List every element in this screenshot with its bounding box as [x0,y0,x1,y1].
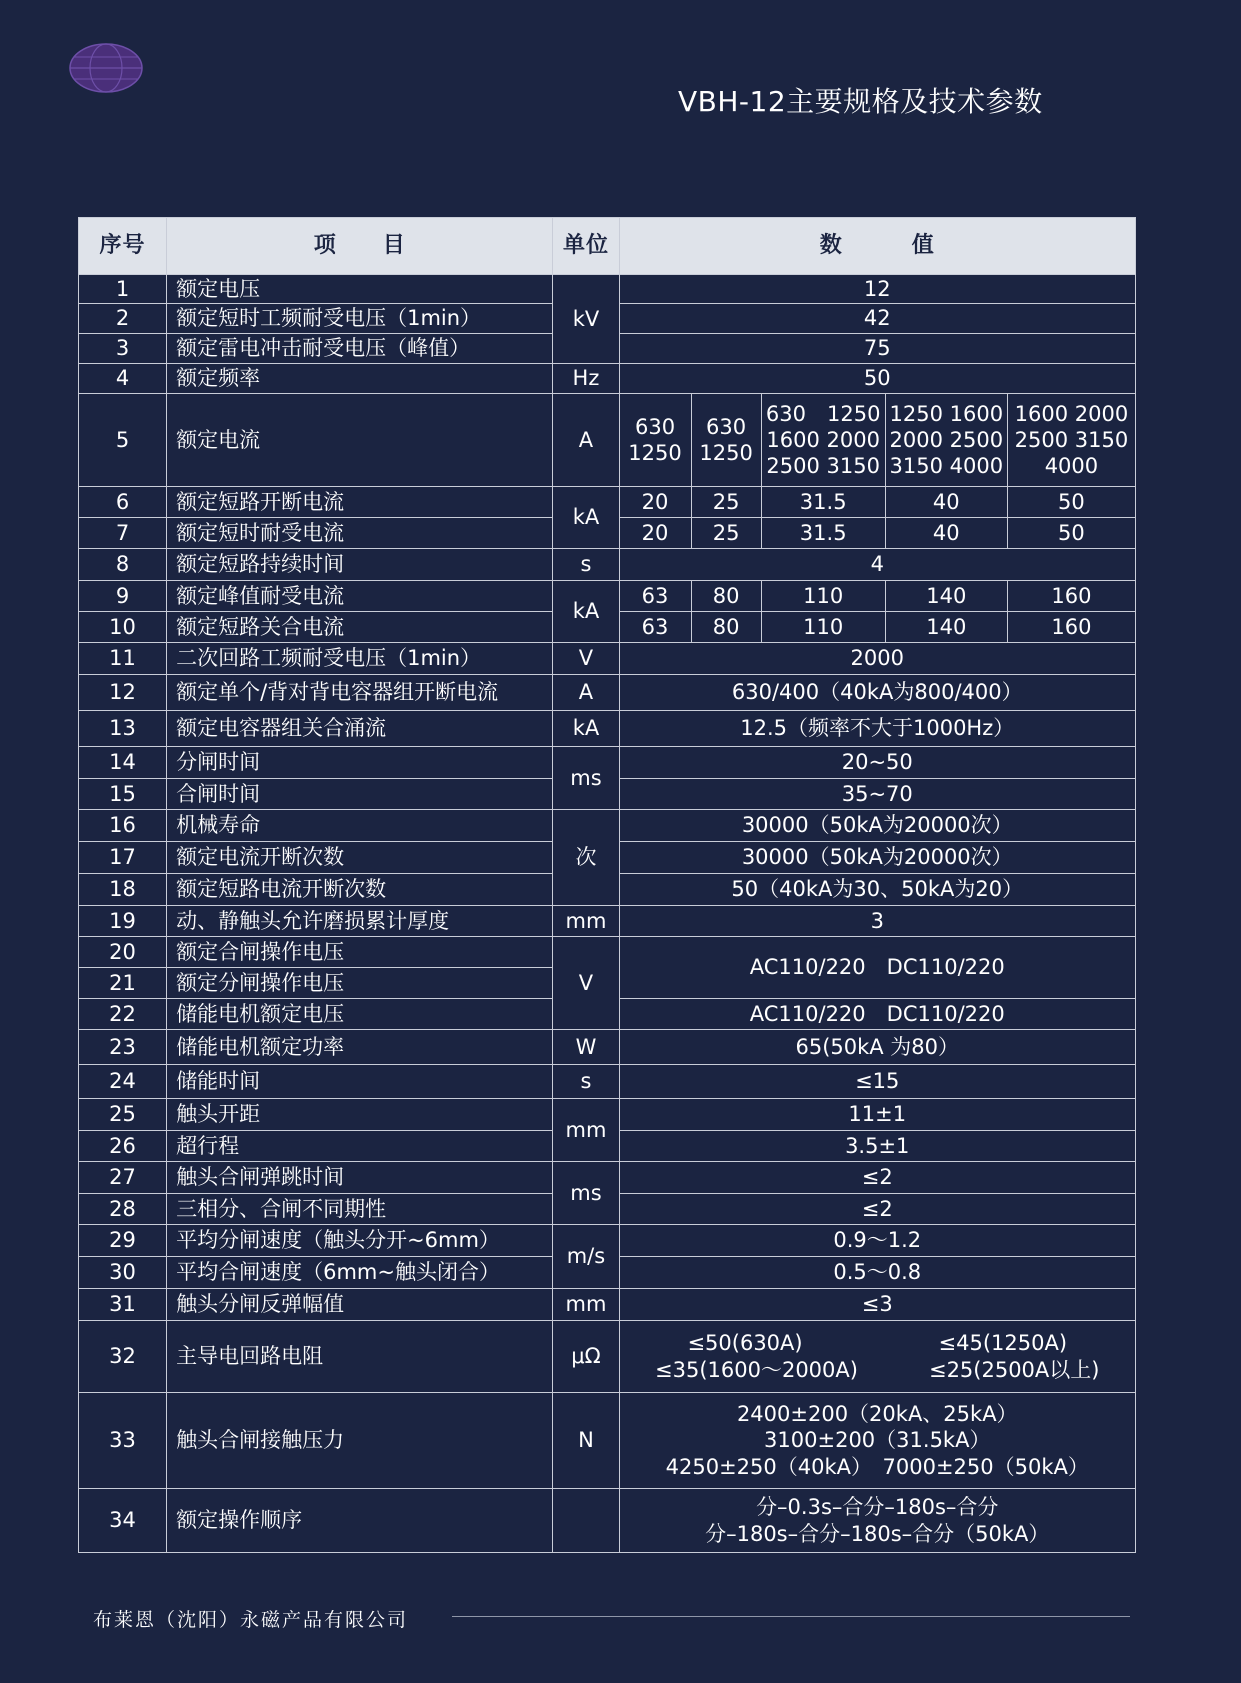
row-unit: A [553,675,619,711]
row-value [619,1393,1136,1489]
value-line: 分–0.3s–合分–180s–合分 [756,1495,999,1520]
row-value: 3.5±1 [619,1131,1136,1162]
row-value [619,394,691,487]
table-row [79,1065,1136,1099]
row-unit: kV [553,275,619,364]
row-no: 2 [79,304,167,334]
row-no: 28 [79,1194,167,1225]
row-unit: kA [553,487,619,549]
row-value: 160 [1007,612,1135,643]
row-item: 超行程 [167,1131,553,1162]
row-no: 33 [79,1393,167,1489]
row-value: 31.5 [761,487,885,518]
table-row [79,1489,1136,1553]
value-line-pair [620,1357,1136,1383]
row-no: 18 [79,874,167,906]
row-value: 40 [885,487,1007,518]
row-value: 20~50 [619,747,1136,779]
row-item: 额定短路电流开断次数 [167,874,553,906]
value-line: 1250 [628,441,682,465]
row-no: 5 [79,394,167,487]
row-unit: s [553,549,619,581]
value-line: 2400±200（20kA、25kA） [736,1402,1018,1427]
value-line: 1600 2000 [1014,401,1129,426]
row-no: 10 [79,612,167,643]
table-row [79,1289,1136,1321]
row-value: AC110/220 DC110/220 [619,937,1136,999]
row-no: 9 [79,581,167,612]
table-row [79,1099,1136,1131]
row-value: 110 [761,612,885,643]
row-no: 30 [79,1257,167,1289]
row-item: 额定电流 [167,394,553,487]
row-unit: V [553,937,619,1030]
value-line: ≤25(2500A以上) [928,1357,1100,1382]
value-line: 1250 [699,441,753,465]
row-value: 65(50kA 为80） [619,1030,1136,1065]
value-line: 分–180s–合分–180s–合分（50kA） [705,1521,1050,1546]
row-value: 25 [691,487,761,518]
row-unit [553,1489,619,1553]
row-item: 储能电机额定功率 [167,1030,553,1065]
spec-table [78,217,1136,1553]
row-item: 三相分、合闸不同期性 [167,1194,553,1225]
table-header-row [79,218,1136,275]
row-no: 8 [79,549,167,581]
row-item: 额定短路开断电流 [167,487,553,518]
row-value: 42 [619,304,1136,334]
table-row [79,394,1136,487]
row-item: 平均分闸速度（触头分开~6mm） [167,1225,553,1257]
row-no: 16 [79,810,167,842]
row-item: 额定频率 [167,364,553,394]
row-item: 储能电机额定电压 [167,999,553,1030]
row-value: 110 [761,581,885,612]
value-line: 2500 3150 [766,454,880,479]
row-item: 额定单个/背对背电容器组开断电流 [167,675,553,711]
row-item: 额定电容器组关合涌流 [167,711,553,747]
row-item: 平均合闸速度（6mm~触头闭合） [167,1257,553,1289]
table-row [79,1162,1136,1194]
row-item: 触头开距 [167,1099,553,1131]
value-line-pair [620,1330,1136,1356]
row-value: ≤2 [619,1194,1136,1225]
value-line: ≤35(1600～2000A) [655,1357,858,1382]
row-no: 13 [79,711,167,747]
table-row [79,747,1136,779]
value-line: 4000 [1044,454,1099,479]
table-row [79,1030,1136,1065]
row-item: 额定短路关合电流 [167,612,553,643]
row-value: 35~70 [619,779,1136,810]
table-row [79,1393,1136,1489]
table-row [79,1225,1136,1257]
row-value [619,1321,1136,1393]
row-unit: W [553,1030,619,1065]
row-no: 21 [79,968,167,999]
row-value: 63 [619,581,691,612]
row-value [761,394,885,487]
row-no: 25 [79,1099,167,1131]
value-line: 4250±250（40kA） 7000±250（50kA） [665,1454,1089,1479]
row-item: 额定雷电冲击耐受电压（峰值） [167,334,553,364]
row-no: 31 [79,1289,167,1321]
row-value: 50（40kA为30、50kA为20） [619,874,1136,906]
row-no: 4 [79,364,167,394]
row-value: 20 [619,487,691,518]
row-value: 31.5 [761,518,885,549]
row-value: 50 [1007,518,1135,549]
row-value: 140 [885,612,1007,643]
row-item: 触头合闸弹跳时间 [167,1162,553,1194]
company-logo [66,40,146,96]
row-value: 12.5（频率不大于1000Hz） [619,711,1136,747]
row-item: 额定峰值耐受电流 [167,581,553,612]
page-title: VBH-12主要规格及技术参数 [678,85,1043,118]
row-value: 3 [619,906,1136,937]
table-row [79,1321,1136,1393]
row-unit: kA [553,581,619,643]
row-value [619,1489,1136,1553]
row-item: 动、静触头允许磨损累计厚度 [167,906,553,937]
row-unit: kA [553,711,619,747]
row-unit: Hz [553,364,619,394]
row-no: 23 [79,1030,167,1065]
row-value: 12 [619,275,1136,304]
table-row [79,810,1136,842]
row-unit: mm [553,1289,619,1321]
row-no: 3 [79,334,167,364]
header-value: 数 值 [619,218,1136,275]
row-value: 63 [619,612,691,643]
table-row [79,581,1136,612]
row-value [1007,394,1135,487]
row-item: 额定短路持续时间 [167,549,553,581]
footer-divider [452,1616,1130,1617]
row-value: 80 [691,612,761,643]
row-value: 30000（50kA为20000次） [619,810,1136,842]
row-value: 40 [885,518,1007,549]
table-row [79,487,1136,518]
row-no: 12 [79,675,167,711]
row-value: 0.9～1.2 [619,1225,1136,1257]
row-unit: ms [553,1162,619,1225]
row-unit: N [553,1393,619,1489]
value-line: 3150 4000 [889,454,1004,479]
row-no: 24 [79,1065,167,1099]
row-value: 630/400（40kA为800/400） [619,675,1136,711]
footer-company-name: 布莱恩（沈阳）永磁产品有限公司 [93,1609,409,1631]
row-item: 额定分闸操作电压 [167,968,553,999]
row-item: 额定操作顺序 [167,1489,553,1553]
row-item: 储能时间 [167,1065,553,1099]
row-value: 20 [619,518,691,549]
row-no: 26 [79,1131,167,1162]
row-value: 30000（50kA为20000次） [619,842,1136,874]
row-value: AC110/220 DC110/220 [619,999,1136,1030]
row-no: 7 [79,518,167,549]
row-no: 27 [79,1162,167,1194]
row-item: 分闸时间 [167,747,553,779]
row-value: 2000 [619,643,1136,675]
table-row [79,549,1136,581]
row-item: 触头分闸反弹幅值 [167,1289,553,1321]
row-no: 1 [79,275,167,304]
header-item: 项 目 [167,218,553,275]
row-value: 25 [691,518,761,549]
row-item: 额定合闸操作电压 [167,937,553,968]
row-value: 160 [1007,581,1135,612]
row-unit: A [553,394,619,487]
row-item: 触头合闸接触压力 [167,1393,553,1489]
value-line: ≤45(1250A) [938,1331,1068,1356]
row-no: 11 [79,643,167,675]
row-no: 6 [79,487,167,518]
value-line: 1600 2000 [766,427,880,452]
row-item: 额定短时工频耐受电压（1min） [167,304,553,334]
table-row [79,675,1136,711]
row-value: ≤3 [619,1289,1136,1321]
row-value: 0.5～0.8 [619,1257,1136,1289]
row-unit: 次 [553,810,619,906]
value-line: 3100±200（31.5kA） [764,1428,991,1453]
row-item: 合闸时间 [167,779,553,810]
table-row [79,711,1136,747]
row-item: 额定电流开断次数 [167,842,553,874]
header-no: 序号 [79,218,167,275]
header-unit: 单位 [553,218,619,275]
value-line: 630 [634,414,676,439]
row-no: 17 [79,842,167,874]
row-unit: mm [553,906,619,937]
value-line: 630 1250 [765,401,881,426]
value-line: 1250 1600 [889,401,1004,426]
row-unit: mm [553,1099,619,1162]
row-unit: m/s [553,1225,619,1289]
row-no: 32 [79,1321,167,1393]
row-value [885,394,1007,487]
value-line: 2500 3150 [1014,427,1129,452]
row-value: 80 [691,581,761,612]
row-value: ≤15 [619,1065,1136,1099]
row-no: 14 [79,747,167,779]
row-value [691,394,761,487]
row-value: 11±1 [619,1099,1136,1131]
row-value: 50 [1007,487,1135,518]
row-no: 19 [79,906,167,937]
row-item: 二次回路工频耐受电压（1min） [167,643,553,675]
table-row [79,937,1136,968]
value-line: ≤50(630A) [687,1331,803,1356]
table-row [79,364,1136,394]
row-value: 75 [619,334,1136,364]
value-line: 2000 2500 [889,427,1004,452]
row-value: 140 [885,581,1007,612]
row-value: ≤2 [619,1162,1136,1194]
value-line: 630 [706,414,747,439]
table-row [79,906,1136,937]
row-item: 机械寿命 [167,810,553,842]
row-no: 20 [79,937,167,968]
table-row [79,643,1136,675]
row-unit: s [553,1065,619,1099]
row-no: 34 [79,1489,167,1553]
row-item: 额定短时耐受电流 [167,518,553,549]
row-no: 29 [79,1225,167,1257]
row-unit: ms [553,747,619,810]
row-value: 50 [619,364,1136,394]
row-no: 15 [79,779,167,810]
table-row [79,275,1136,304]
row-item: 额定电压 [167,275,553,304]
row-value: 4 [619,549,1136,581]
row-item: 主导电回路电阻 [167,1321,553,1393]
row-unit: μΩ [553,1321,619,1393]
row-unit: V [553,643,619,675]
row-no: 22 [79,999,167,1030]
